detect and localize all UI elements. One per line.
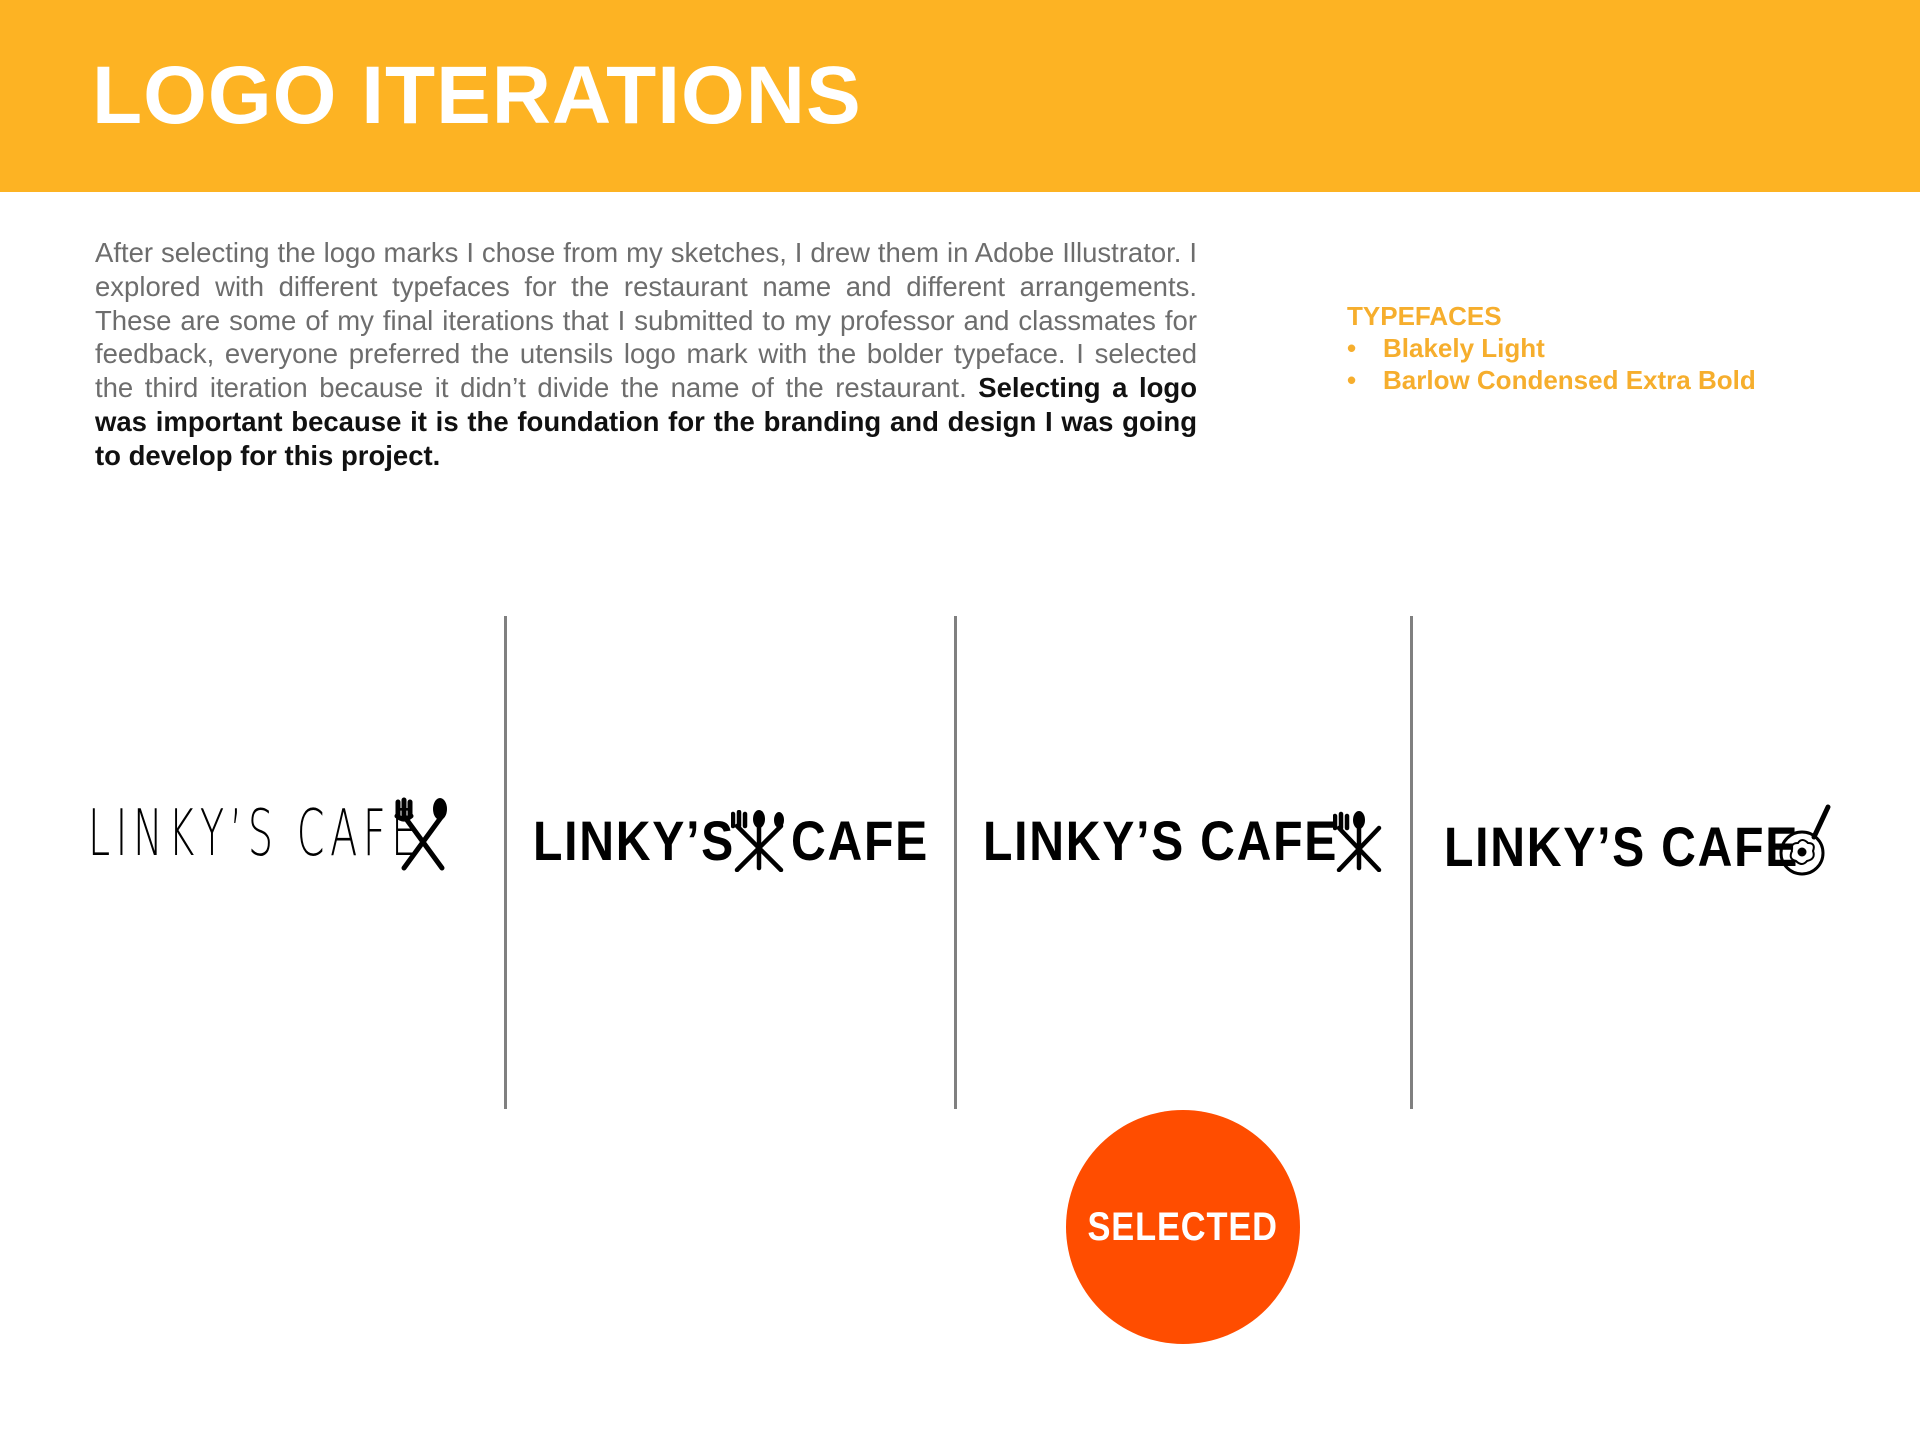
logo-wordmark: LINKY’S CAFE (1444, 815, 1800, 878)
intro-paragraph (95, 236, 1197, 473)
typeface-name: Barlow Condensed Extra Bold (1383, 365, 1756, 395)
logo-wordmark: LINKY’S CAFE (88, 797, 422, 871)
bullet-icon: • (1347, 333, 1357, 363)
divider-2 (954, 616, 957, 1109)
fork-spoon-icon (731, 810, 787, 872)
divider-3 (1410, 616, 1413, 1109)
intro-emphasis: Selecting a logo was important because it is the foundation for the branding and design I was going to develop for this project. (95, 372, 1197, 471)
logo-wordmark-part-2: CAFE (791, 809, 929, 872)
selected-badge (1066, 1110, 1300, 1344)
logo-iteration-4 (1444, 800, 1832, 879)
typeface-item (1347, 332, 1756, 364)
typefaces-heading: TYPEFACES (1347, 301, 1502, 331)
logo-iteration-1 (88, 796, 452, 872)
page-title: LOGO ITERATIONS (92, 50, 862, 141)
fork-spoon-icon (1333, 810, 1385, 872)
logo-wordmark: LINKY’S CAFE (983, 809, 1339, 872)
intro-text: After selecting the logo marks I chose from my sketches, I drew them in Adobe Illustrator. I explored with different typefaces for the restaurant name and different arrangements. These are some of my final iterations that I submitted to my professor and classmates for feedback, everyone preferred the utensils logo mark with the bolder typeface. I selected the third iteration because it didn’t divide the name of the restaurant. (95, 237, 1197, 404)
typefaces-panel (1347, 300, 1756, 396)
typefaces-list (1347, 332, 1756, 396)
selected-label: SELECTED (1087, 1204, 1279, 1249)
typeface-item (1347, 364, 1756, 396)
logo-iteration-3 (983, 808, 1385, 873)
typeface-name: Blakely Light (1383, 333, 1545, 363)
logo-iteration-2 (533, 808, 929, 873)
bullet-icon: • (1347, 365, 1357, 395)
header-band (0, 0, 1920, 192)
divider-1 (504, 616, 507, 1109)
logo-wordmark-part-1: LINKY’S (533, 809, 736, 872)
